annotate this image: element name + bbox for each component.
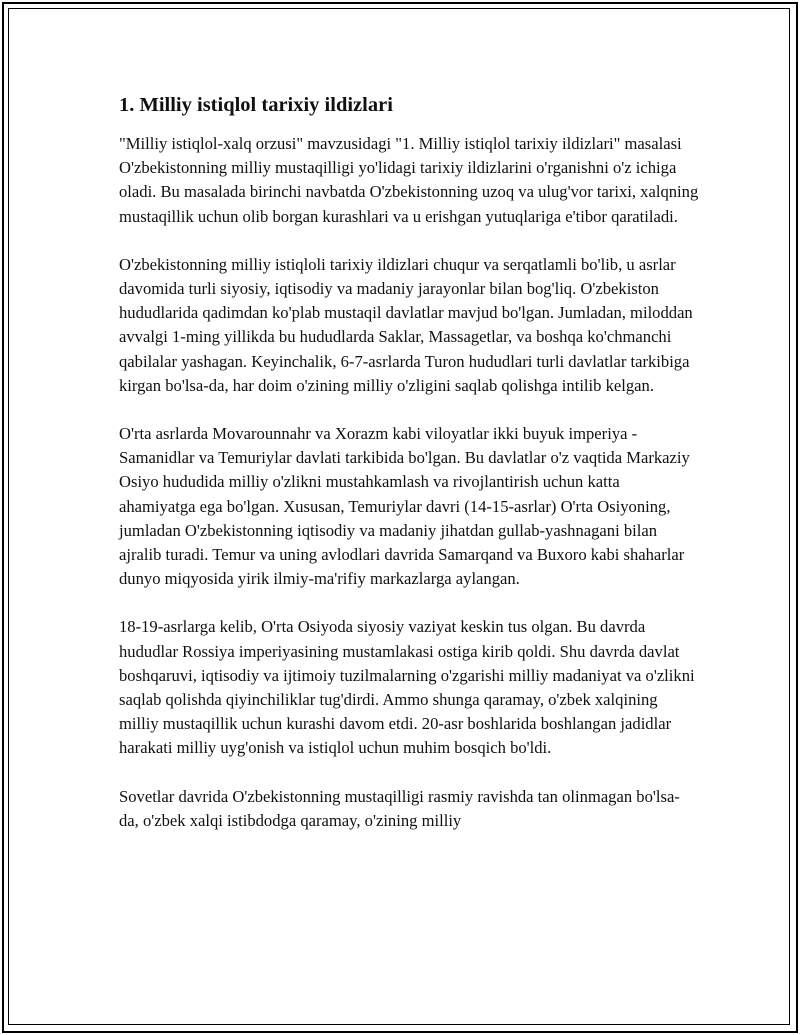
section-heading: 1. Milliy istiqlol tarixiy ildizlari <box>119 94 393 116</box>
paragraph-5: Sovetlar davrida O'zbekistonning mustaqilligi rasmiy ravishda tan olinmagan bo'lsa-da, o'zbek xalqi istibdodga qaramay, o'zining milliy <box>119 786 680 830</box>
paragraph-3: O'rta asrlarda Movarounnahr va Xorazm kabi viloyatlar ikki buyuk imperiya - Samanidlar va Temuriylar davlati tarkibida bo'lgan. Bu davlatlar o'z vaqtida Markaziy Osiyo hududida milliy o'zlikni mustahkamlash va rivojlantirish uchun katta ahamiyatga ega bo'lgan. Xususan, Temuriylar davri (14-15-asrlar) O'rta Osiyoning, jumladan O'zbekistonning iqtisodiy va madaniy jihatdan gullab-yashnagani bilan ajralib turadi. Temur va uning avlodlari davrida Samarqand va Buxoro kabi shaharlar dunyo miqyosida yirik ilmiy-ma'rifiy markazlarga aylangan. <box>119 424 690 589</box>
document-page <box>119 92 699 857</box>
paragraph-4: 18-19-asrlarga kelib, O'rta Osiyoda siyosiy vaziyat keskin tus olgan. Bu davrda hududlar Rossiya imperiyasining mustamlakasi ostiga kirib qoldi. Shu davrda davlat boshqaruvi, iqtisodiy va ijtimoiy tuzilmalarning o'zgarishi milliy madaniyat va o'zlikni saqlab qolishda qiyinchiliklar tug'dirdi. Ammo shunga qaramay, o'zbek xalqining milliy mustaqillik uchun kurashi davom etdi. 20-asr boshlarida boshlangan jadidlar harakati milliy uyg'onish va istiqlol uchun muhim bosqich bo'ldi. <box>119 617 695 758</box>
paragraph-1: "Milliy istiqlol-xalq orzusi" mavzusidagi "1. Milliy istiqlol tarixiy ildizlari" masalasi O'zbekistonning milliy mustaqilligi yo'lidagi tarixiy ildizlarini o'rganishni o'z ichiga oladi. Bu masalada birinchi navbatda O'zbekistonning uzoq va ulug'vor tarixi, xalqning mustaqillik uchun olib borgan kurashlari va u erishgan yutuqlariga e'tibor qaratiladi. <box>119 134 699 226</box>
paragraph-2: O'zbekistonning milliy istiqloli tarixiy ildizlari chuqur va serqatlamli bo'lib, u asrlar davomida turli siyosiy, iqtisodiy va madaniy jarayonlar bilan bog'liq. O'zbekiston hududlarida qadimdan ko'plab mustaqil davlatlar mavjud bo'lgan. Jumladan, miloddan avvalgi 1-ming yillikda bu hududlarda Saklar, Massagetlar, va boshqa ko'chmanchi qabilalar yashagan. Keyinchalik, 6-7-asrlarda Turon hududlari turli davlatlar tarkibiga kirgan bo'lsa-da, har doim o'zining milliy o'zligini saqlab qolishga intilib kelgan. <box>119 254 693 395</box>
